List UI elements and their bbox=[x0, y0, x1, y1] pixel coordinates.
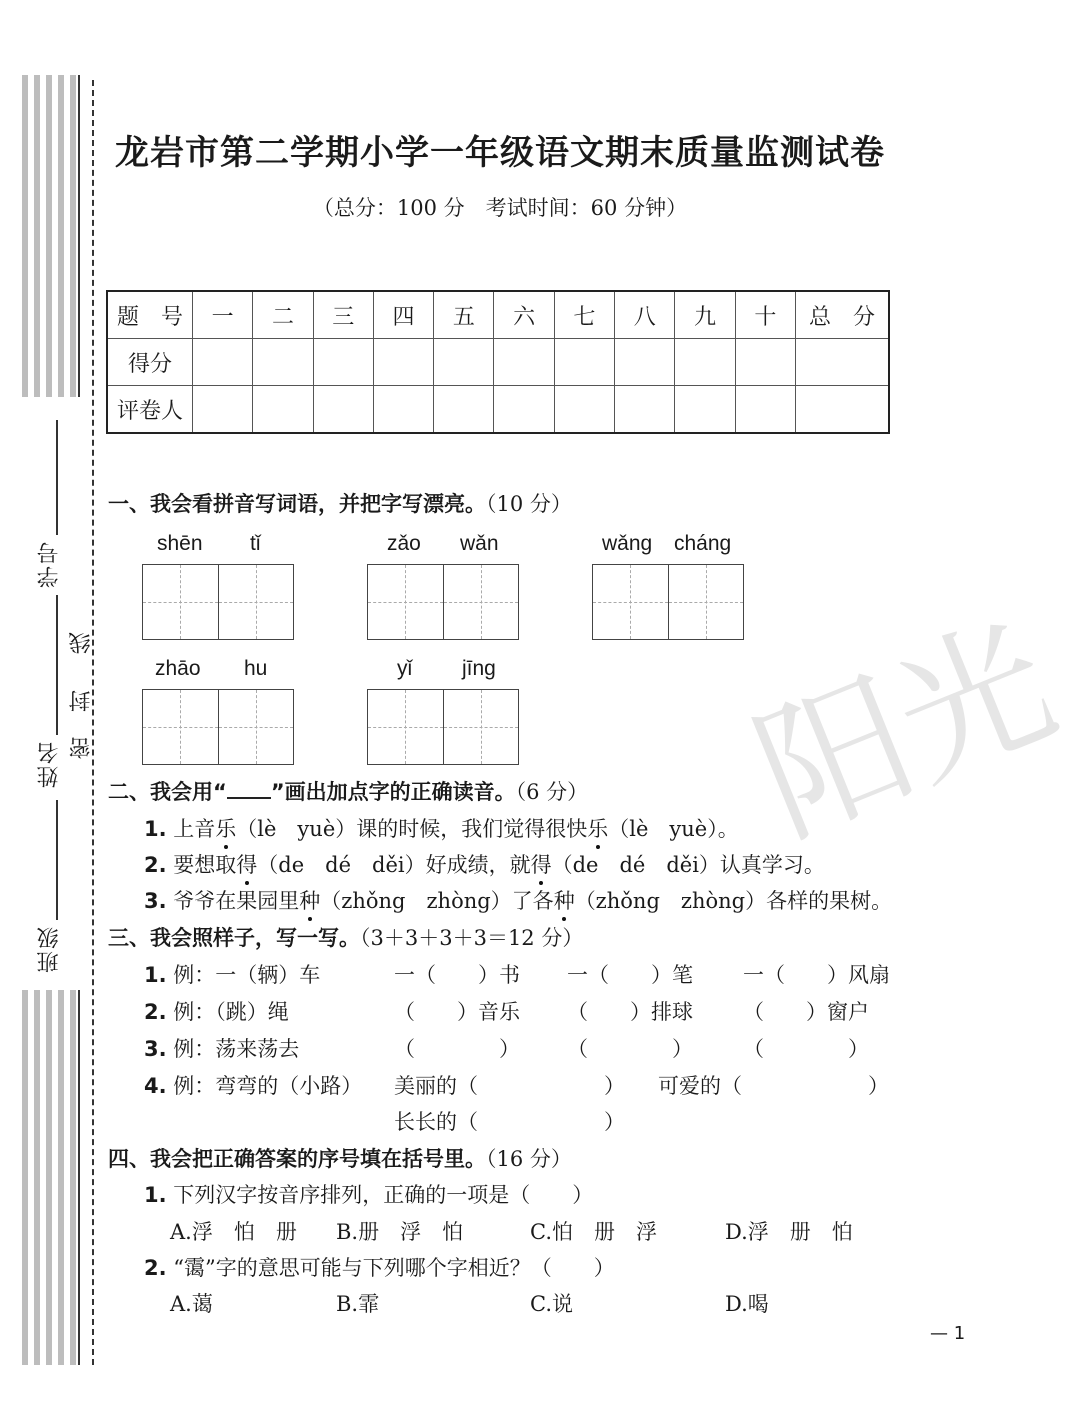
score-cell[interactable] bbox=[313, 339, 373, 386]
answer-blank[interactable]: （ ） bbox=[394, 1037, 520, 1061]
binding-rule-bottom bbox=[78, 990, 80, 1365]
binding-stripes-top bbox=[22, 75, 78, 397]
question-4-1: 1. 下列汉字按音序排列，正确的一项是（ ） bbox=[144, 1183, 594, 1207]
watermark: 阳光 bbox=[733, 594, 1077, 868]
table-cell: 二 bbox=[253, 291, 313, 339]
option[interactable]: B.霏 bbox=[336, 1292, 380, 1316]
option[interactable]: C.说 bbox=[530, 1292, 573, 1316]
table-row bbox=[107, 339, 889, 386]
answer-blank[interactable]: （ ）排球 bbox=[567, 1000, 693, 1024]
table-cell: 八 bbox=[615, 291, 675, 339]
seal-feng: 封 bbox=[69, 688, 94, 712]
answer-blank[interactable]: 一（ ）笔 bbox=[567, 963, 693, 987]
score-cell[interactable] bbox=[796, 339, 890, 386]
page-number: — 1 bbox=[930, 1323, 966, 1344]
section-3-title: 三、我会照样子，写一写。（3＋3＋3＋3＝12 分） bbox=[108, 926, 584, 950]
exam-info: （总分：100 分 考试时间：60 分钟） bbox=[312, 196, 688, 220]
pinyin: yǐ bbox=[397, 657, 413, 680]
seal-mi: 密 bbox=[69, 735, 94, 759]
option[interactable]: A.蔼 bbox=[170, 1292, 213, 1316]
pinyin: cháng bbox=[674, 532, 732, 555]
answer-blank[interactable]: 一（ ）书 bbox=[394, 963, 520, 987]
writing-grid[interactable] bbox=[592, 564, 744, 640]
name-label: 姓名 bbox=[37, 740, 62, 788]
seal-xian: 线 bbox=[69, 630, 94, 654]
name-underline bbox=[56, 595, 58, 735]
table-cell: 评卷人 bbox=[107, 386, 193, 434]
writing-grid[interactable] bbox=[142, 689, 294, 765]
pinyin: hu bbox=[244, 657, 268, 680]
grader-cell[interactable] bbox=[434, 386, 494, 434]
section-4-title: 四、我会把正确答案的序号填在括号里。（16 分） bbox=[108, 1147, 572, 1171]
binding-rule-top bbox=[78, 75, 80, 397]
question-2-3: 3. 爷爷在果园里种（zhǒng zhòng）了各种（zhǒng zhòng）各样的果树。 bbox=[144, 885, 892, 915]
answer-blank[interactable]: 可爱的（ ） bbox=[658, 1074, 889, 1098]
question-3-2: 2. 例：（跳）绳 bbox=[144, 1000, 289, 1024]
option[interactable]: C.怕 册 浮 bbox=[530, 1220, 657, 1244]
writing-grid[interactable] bbox=[142, 564, 294, 640]
score-cell[interactable] bbox=[554, 339, 614, 386]
question-2-1: 1. 上音乐（lè yuè）课的时候，我们觉得很快乐（lè yuè）。 bbox=[144, 813, 739, 843]
answer-blank[interactable]: （ ） bbox=[567, 1037, 693, 1061]
underline-sample bbox=[227, 797, 271, 799]
answer-blank[interactable]: （ ）音乐 bbox=[394, 1000, 520, 1024]
binding-cut-line bbox=[92, 80, 94, 1365]
section-1-title: 一、我会看拼音写词语，并把字写漂亮。（10 分） bbox=[108, 492, 572, 516]
pinyin: wǎng bbox=[602, 532, 653, 555]
option[interactable]: D.喝 bbox=[725, 1292, 769, 1316]
answer-blank[interactable]: （ ） bbox=[743, 1037, 869, 1061]
student-id-underline bbox=[56, 420, 58, 535]
pinyin: zǎo bbox=[387, 532, 421, 555]
grader-cell[interactable] bbox=[554, 386, 614, 434]
writing-grid[interactable] bbox=[367, 689, 519, 765]
question-3-3: 3. 例：荡来荡去 bbox=[144, 1037, 300, 1061]
student-id-label: 学号 bbox=[37, 540, 62, 588]
table-cell: 一 bbox=[193, 291, 253, 339]
table-cell: 四 bbox=[373, 291, 433, 339]
option[interactable]: A.浮 怕 册 bbox=[170, 1220, 297, 1244]
grader-cell[interactable] bbox=[313, 386, 373, 434]
pinyin: jīng bbox=[462, 657, 496, 680]
score-cell[interactable] bbox=[494, 339, 554, 386]
pinyin: zhāo bbox=[155, 657, 201, 680]
score-cell[interactable] bbox=[193, 339, 253, 386]
question-3-4: 4. 例：弯弯的（小路） bbox=[144, 1074, 363, 1098]
table-cell: 七 bbox=[554, 291, 614, 339]
table-cell: 九 bbox=[675, 291, 735, 339]
table-cell: 六 bbox=[494, 291, 554, 339]
answer-blank[interactable]: 一（ ）风扇 bbox=[743, 963, 890, 987]
grader-cell[interactable] bbox=[796, 386, 890, 434]
score-cell[interactable] bbox=[735, 339, 795, 386]
class-label: 班级 bbox=[37, 925, 62, 973]
question-2-2: 2. 要想取得（de dé děi）好成绩，就得（de dé děi）认真学习。 bbox=[144, 849, 825, 879]
score-cell[interactable] bbox=[373, 339, 433, 386]
score-cell[interactable] bbox=[434, 339, 494, 386]
pinyin: tǐ bbox=[250, 532, 261, 555]
score-cell[interactable] bbox=[675, 339, 735, 386]
score-cell[interactable] bbox=[253, 339, 313, 386]
answer-blank[interactable]: 美丽的（ ） bbox=[394, 1074, 625, 1098]
answer-blank[interactable]: 长长的（ ） bbox=[394, 1110, 625, 1134]
pinyin: shēn bbox=[157, 532, 203, 555]
section-2-title: 二、我会用“ ”画出加点字的正确读音。（6 分） bbox=[108, 780, 589, 804]
grader-cell[interactable] bbox=[193, 386, 253, 434]
table-cell: 十 bbox=[735, 291, 795, 339]
table-cell: 总 分 bbox=[796, 291, 890, 339]
score-cell[interactable] bbox=[615, 339, 675, 386]
grader-cell[interactable] bbox=[494, 386, 554, 434]
grader-cell[interactable] bbox=[253, 386, 313, 434]
table-cell: 三 bbox=[313, 291, 373, 339]
question-4-2: 2. “霭”字的意思可能与下列哪个字相近？（ ） bbox=[144, 1256, 615, 1280]
binding-stripes-bottom bbox=[22, 990, 78, 1365]
grader-cell[interactable] bbox=[675, 386, 735, 434]
question-3-1: 1. 例：一（辆）车 bbox=[144, 963, 321, 987]
table-row bbox=[107, 291, 889, 339]
grader-cell[interactable] bbox=[735, 386, 795, 434]
pinyin: wǎn bbox=[460, 532, 499, 555]
option[interactable]: D.浮 册 怕 bbox=[725, 1220, 853, 1244]
option[interactable]: B.册 浮 怕 bbox=[336, 1220, 464, 1244]
table-cell: 五 bbox=[434, 291, 494, 339]
table-row bbox=[107, 386, 889, 434]
grader-cell[interactable] bbox=[373, 386, 433, 434]
class-underline bbox=[56, 800, 58, 920]
table-cell: 得分 bbox=[107, 339, 193, 386]
grader-cell[interactable] bbox=[615, 386, 675, 434]
answer-blank[interactable]: （ ）窗户 bbox=[743, 1000, 869, 1024]
table-cell: 题 号 bbox=[107, 291, 193, 339]
score-table bbox=[106, 290, 890, 434]
writing-grid[interactable] bbox=[367, 564, 519, 640]
page-title: 龙岩市第二学期小学一年级语文期末质量监测试卷 bbox=[115, 133, 885, 173]
